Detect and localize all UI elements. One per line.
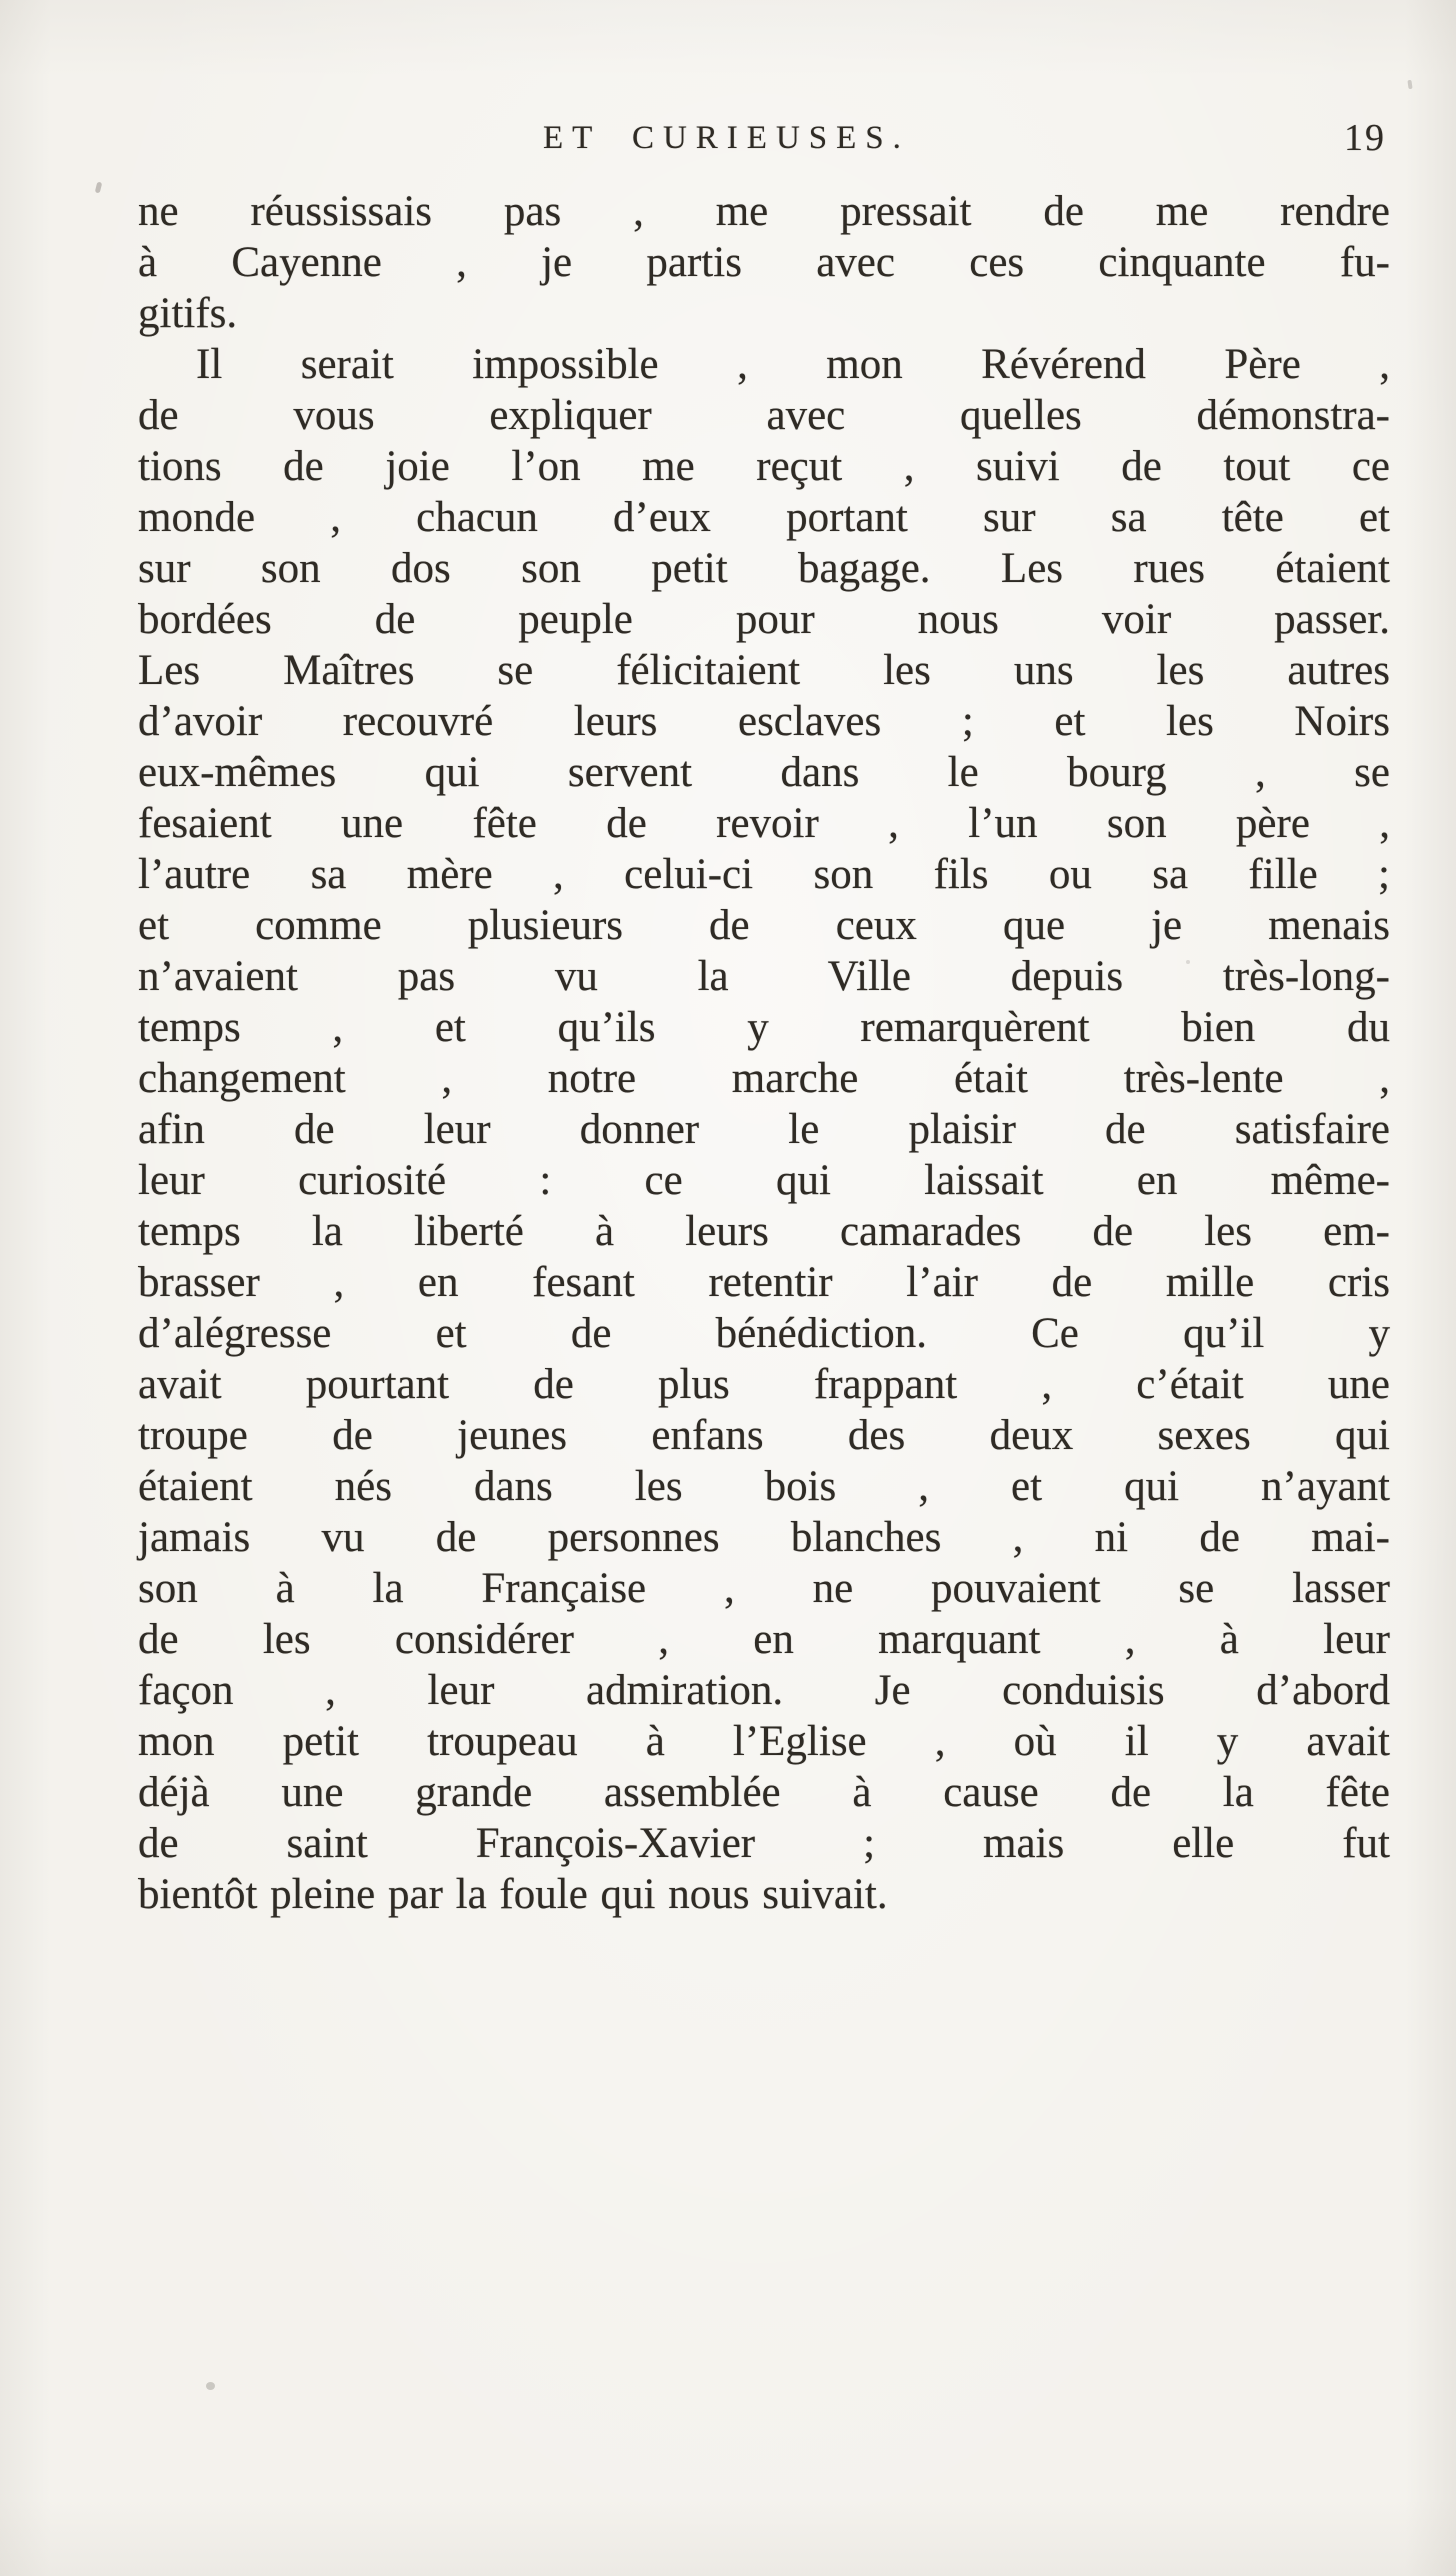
text-line: de saint François-Xavier ; mais elle fut xyxy=(138,1820,1390,1867)
text-line: sur son dos son petit bagage. Les rues étaient xyxy=(138,545,1390,592)
text-line: d’alégresse et de bénédiction. Ce qu’il y xyxy=(138,1310,1390,1357)
text-line: tions de joie l’on me reçut , suivi de tout ce xyxy=(138,443,1390,490)
text-line: temps , et qu’ils y remarquèrent bien du xyxy=(138,1004,1390,1051)
text-line: monde , chacun d’eux portant sur sa tête et xyxy=(138,494,1390,541)
text-line: leur curiosité : ce qui laissait en même- xyxy=(138,1157,1390,1204)
scan-speck xyxy=(1407,80,1412,89)
text-line: bientôt pleine par la foule qui nous suivait. xyxy=(138,1871,888,1918)
text-line: ne réussissais pas , me pressait de me rendre xyxy=(138,188,1390,235)
text-line: eux-mêmes qui servent dans le bourg , se xyxy=(138,749,1390,796)
text-line: de les considérer , en marquant , à leur xyxy=(138,1616,1390,1663)
text-line: n’avaient pas vu la Ville depuis très-long- xyxy=(138,953,1390,1000)
scan-speck xyxy=(95,182,103,194)
scan-speck xyxy=(1186,960,1190,964)
text-line: afin de leur donner le plaisir de satisfaire xyxy=(138,1106,1390,1153)
scan-speck xyxy=(206,2382,215,2390)
page-header xyxy=(138,114,1390,170)
text-line: son à la Française , ne pouvaient se lasser xyxy=(138,1565,1390,1612)
text-line: étaient nés dans les bois , et qui n’ayant xyxy=(138,1463,1390,1510)
text-line: l’autre sa mère , celui-ci son fils ou sa fille ; xyxy=(138,851,1390,898)
text-line: et comme plusieurs de ceux que je menais xyxy=(138,902,1390,949)
running-title: ET CURIEUSES. xyxy=(542,120,910,156)
text-line: à Cayenne , je partis avec ces cinquante fu- xyxy=(138,239,1390,286)
text-line: façon , leur admiration. Je conduisis d’abord xyxy=(138,1667,1390,1714)
text-line: troupe de jeunes enfans des deux sexes qui xyxy=(138,1412,1390,1459)
text-line: de vous expliquer avec quelles démonstra- xyxy=(138,392,1390,439)
text-line: d’avoir recouvré leurs esclaves ; et les Noirs xyxy=(138,698,1390,745)
text-block xyxy=(138,114,1390,1920)
text-line: fesaient une fête de revoir , l’un son père , xyxy=(138,800,1390,847)
text-line: avait pourtant de plus frappant , c’était une xyxy=(138,1361,1390,1408)
text-line: changement , notre marche était très-lente , xyxy=(138,1055,1390,1102)
text-line: bordées de peuple pour nous voir passer. xyxy=(138,596,1390,643)
text-line: gitifs. xyxy=(138,290,238,337)
text-line: jamais vu de personnes blanches , ni de mai- xyxy=(138,1514,1390,1561)
text-line: temps la liberté à leurs camarades de les em- xyxy=(138,1208,1390,1255)
text-line: déjà une grande assemblée à cause de la fête xyxy=(138,1769,1390,1816)
text-line: brasser , en fesant retentir l’air de mille cris xyxy=(138,1259,1390,1306)
body-text xyxy=(138,186,1390,1920)
text-line: mon petit troupeau à l’Eglise , où il y avait xyxy=(138,1718,1390,1765)
page-number: 19 xyxy=(1344,117,1386,159)
text-line: Les Maîtres se félicitaient les uns les autres xyxy=(138,647,1390,694)
text-line: Il serait impossible , mon Révérend Père , xyxy=(196,341,1390,388)
